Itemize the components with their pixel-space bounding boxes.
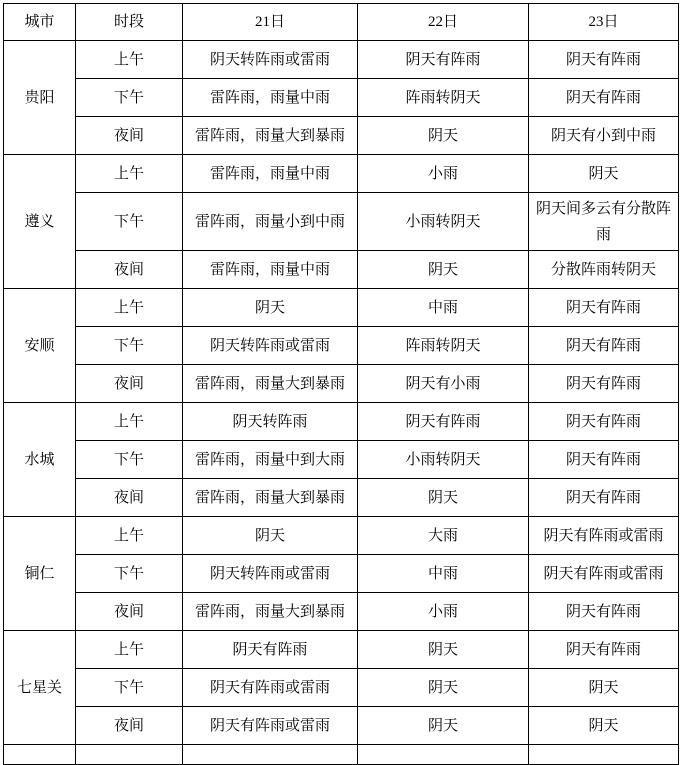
forecast-cell: 小雨转阴天 (358, 193, 529, 251)
period-cell: 下午 (76, 327, 183, 365)
forecast-cell: 阴天有阵雨 (358, 41, 529, 79)
empty-cell (76, 745, 183, 765)
forecast-cell: 阴天有阵雨或雷雨 (529, 517, 679, 555)
forecast-cell: 阴天有阵雨 (358, 403, 529, 441)
forecast-cell: 雷阵雨，雨量大到暴雨 (183, 365, 358, 403)
table-row-partial (4, 745, 679, 765)
empty-cell (4, 745, 76, 765)
forecast-cell: 分散阵雨转阴天 (529, 251, 679, 289)
forecast-cell: 阴天有阵雨 (529, 79, 679, 117)
forecast-cell: 阴天有阵雨 (183, 631, 358, 669)
forecast-cell: 雷阵雨，雨量中雨 (183, 155, 358, 193)
city-name-cell: 贵阳 (4, 41, 76, 155)
period-cell: 上午 (76, 403, 183, 441)
forecast-cell: 小雨 (358, 155, 529, 193)
forecast-cell: 阴天有阵雨 (529, 289, 679, 327)
forecast-cell: 阴天间多云有分散阵雨 (529, 193, 679, 251)
forecast-cell: 雷阵雨，雨量小到中雨 (183, 193, 358, 251)
column-header-day22: 22日 (358, 4, 529, 41)
period-cell: 下午 (76, 193, 183, 251)
weather-forecast-table-container (3, 3, 679, 765)
forecast-cell: 阴天有阵雨或雷雨 (183, 669, 358, 707)
city-name-cell: 水城 (4, 403, 76, 517)
forecast-cell: 阴天 (358, 117, 529, 155)
table-row (4, 631, 679, 669)
period-cell: 夜间 (76, 251, 183, 289)
forecast-cell: 中雨 (358, 289, 529, 327)
forecast-cell: 小雨 (358, 593, 529, 631)
table-row (4, 441, 679, 479)
forecast-cell: 阴天转阵雨或雷雨 (183, 555, 358, 593)
table-row (4, 707, 679, 745)
forecast-cell: 阴天 (183, 517, 358, 555)
table-row (4, 403, 679, 441)
table-row (4, 479, 679, 517)
forecast-cell: 小雨转阴天 (358, 441, 529, 479)
table-row (4, 117, 679, 155)
empty-cell (529, 745, 679, 765)
period-cell: 上午 (76, 41, 183, 79)
forecast-cell: 阴天转阵雨或雷雨 (183, 41, 358, 79)
period-cell: 下午 (76, 555, 183, 593)
table-row (4, 193, 679, 251)
forecast-cell: 阴天转阵雨或雷雨 (183, 327, 358, 365)
forecast-cell: 阴天 (183, 289, 358, 327)
table-row (4, 517, 679, 555)
period-cell: 下午 (76, 441, 183, 479)
period-cell: 上午 (76, 517, 183, 555)
forecast-cell: 中雨 (358, 555, 529, 593)
forecast-cell: 雷阵雨，雨量大到暴雨 (183, 479, 358, 517)
forecast-cell: 阴天有阵雨或雷雨 (183, 707, 358, 745)
forecast-cell: 阴天有阵雨 (529, 41, 679, 79)
period-cell: 夜间 (76, 593, 183, 631)
forecast-cell: 阴天有小到中雨 (529, 117, 679, 155)
forecast-cell: 阴天 (358, 479, 529, 517)
forecast-cell: 阴天 (529, 669, 679, 707)
table-row (4, 669, 679, 707)
city-name-cell: 安顺 (4, 289, 76, 403)
city-name-cell: 遵义 (4, 155, 76, 289)
table-row (4, 365, 679, 403)
forecast-cell: 阴天有阵雨 (529, 631, 679, 669)
table-row (4, 41, 679, 79)
table-row (4, 289, 679, 327)
period-cell: 夜间 (76, 707, 183, 745)
forecast-cell: 雷阵雨，雨量中到大雨 (183, 441, 358, 479)
forecast-cell: 阴天有阵雨 (529, 403, 679, 441)
forecast-cell: 阴天有小雨 (358, 365, 529, 403)
forecast-cell: 阴天有阵雨或雷雨 (529, 555, 679, 593)
column-header-city: 城市 (4, 4, 76, 41)
city-name-cell: 七星关 (4, 631, 76, 745)
weather-forecast-table (3, 3, 679, 765)
period-cell: 上午 (76, 155, 183, 193)
forecast-cell: 阵雨转阴天 (358, 79, 529, 117)
forecast-cell: 阴天 (529, 155, 679, 193)
forecast-cell: 阴天转阵雨 (183, 403, 358, 441)
forecast-cell: 阴天有阵雨 (529, 327, 679, 365)
period-cell: 夜间 (76, 479, 183, 517)
forecast-cell: 雷阵雨，雨量大到暴雨 (183, 593, 358, 631)
forecast-cell: 阴天有阵雨 (529, 479, 679, 517)
table-header-row (4, 4, 679, 41)
forecast-cell: 雷阵雨，雨量中雨 (183, 79, 358, 117)
table-row (4, 327, 679, 365)
period-cell: 下午 (76, 79, 183, 117)
forecast-cell: 大雨 (358, 517, 529, 555)
city-name-cell: 铜仁 (4, 517, 76, 631)
table-row (4, 555, 679, 593)
forecast-cell: 雷阵雨，雨量中雨 (183, 251, 358, 289)
column-header-day21: 21日 (183, 4, 358, 41)
forecast-cell: 阴天 (358, 669, 529, 707)
forecast-cell: 阴天有阵雨 (529, 365, 679, 403)
period-cell: 上午 (76, 289, 183, 327)
table-row (4, 251, 679, 289)
forecast-cell: 阴天 (358, 251, 529, 289)
column-header-day23: 23日 (529, 4, 679, 41)
forecast-cell: 阵雨转阴天 (358, 327, 529, 365)
period-cell: 下午 (76, 669, 183, 707)
forecast-cell: 阴天 (358, 707, 529, 745)
table-row (4, 593, 679, 631)
period-cell: 上午 (76, 631, 183, 669)
column-header-period: 时段 (76, 4, 183, 41)
period-cell: 夜间 (76, 117, 183, 155)
forecast-cell: 阴天 (358, 631, 529, 669)
table-row (4, 155, 679, 193)
period-cell: 夜间 (76, 365, 183, 403)
empty-cell (183, 745, 358, 765)
forecast-cell: 阴天有阵雨 (529, 593, 679, 631)
forecast-cell: 雷阵雨，雨量大到暴雨 (183, 117, 358, 155)
forecast-cell: 阴天有阵雨 (529, 441, 679, 479)
empty-cell (358, 745, 529, 765)
forecast-cell: 阴天 (529, 707, 679, 745)
table-row (4, 79, 679, 117)
